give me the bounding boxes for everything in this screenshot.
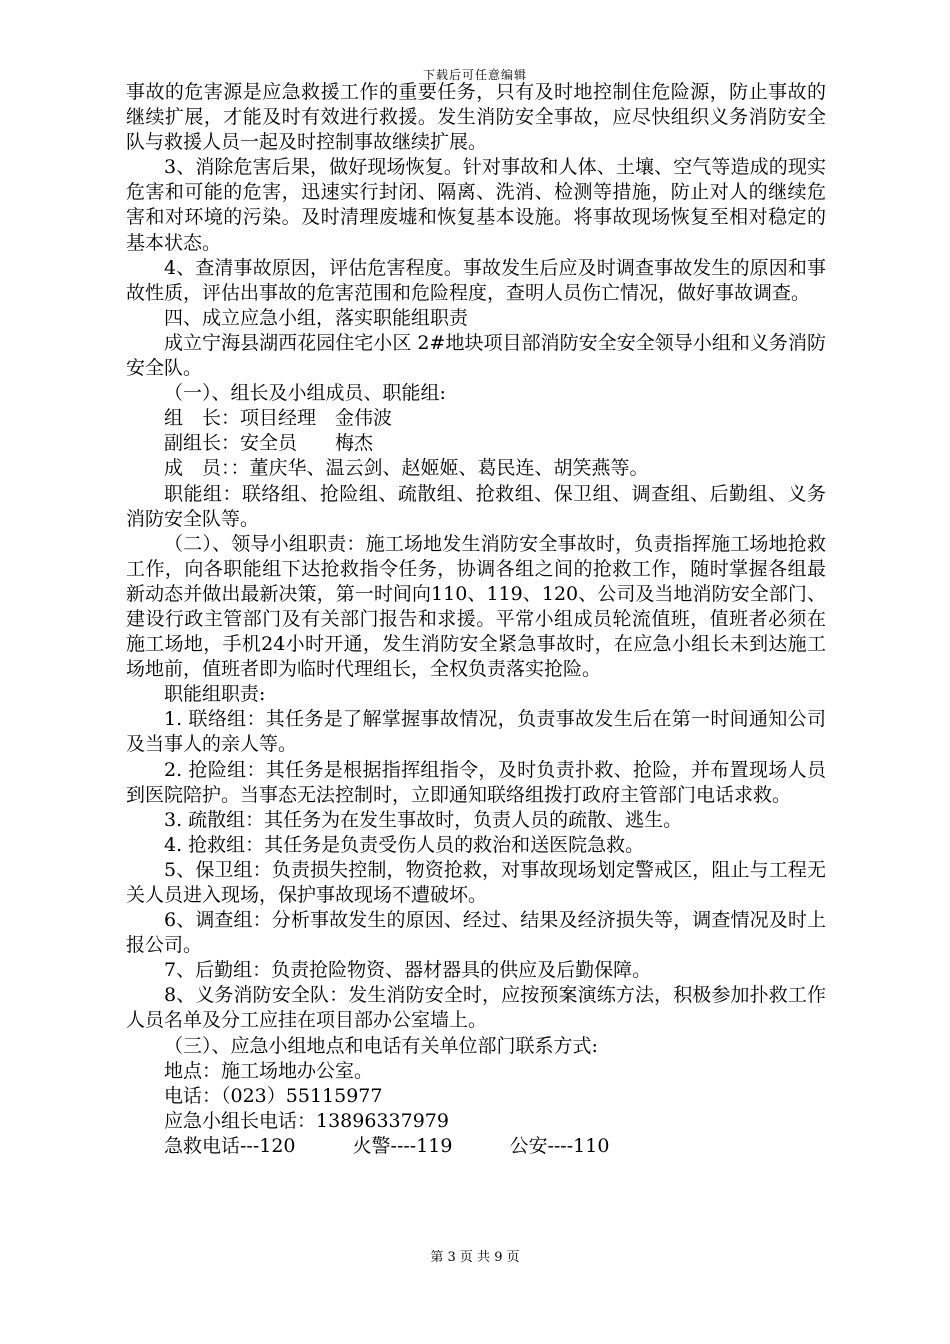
subsection-heading: （三）、应急小组地点和电话有关单位部门联系方式: (164, 1034, 598, 1057)
paragraph: 职能组职责: (164, 683, 266, 706)
contact-location: 地点：施工场地办公室。 (164, 1059, 374, 1082)
page-footer: 第 3 页 共 9 页 (430, 1250, 520, 1265)
contact-phone: 电话：（023）55115977 (164, 1084, 383, 1107)
emergency-numbers: 急救电话---120 火警----119 公安----110 (164, 1134, 610, 1157)
team-leader-line: 组 长：项目经理 金伟波 (164, 407, 393, 430)
list-item: 7、后勤组：负责抢险物资、器材器具的供应及后勤保障。 (164, 959, 652, 982)
deputy-leader-line: 副组长：安全员 梅杰 (164, 432, 374, 455)
list-item: 4. 抢救组：其任务是负责受伤人员的救治和送医院急救。 (164, 833, 645, 856)
list-item: 2. 抢险组：其任务是根据指挥组指令，及时负责扑救、抢险，并布置现场人员到医院陪护。当事态无法控制时，立即通知联络组拨打政府主管部门电话求救。 (126, 758, 826, 806)
page-header: 下载后可任意编辑 (422, 68, 527, 82)
contact-leader-phone: 应急小组长电话：13896337979 (164, 1109, 449, 1132)
groups-line: 职能组：联络组、抢险组、疏散组、抢救组、保卫组、调查组、后勤组、义务消防安全队等。 (126, 482, 826, 530)
document-body (126, 80, 826, 1159)
paragraph: （二）、领导小组职责：施工场地发生消防安全事故时，负责指挥施工场地抢救工作，向各职能组下达抢救指令任务，协调各组之间的抢救工作，随时掌握各组最新动态并做出最新决策，第一时间向110、119、120、公司及当地消防安全部门、建设行政主管部门及有关部门报告和求援。平常小组成员轮流值班，值班者必须在施工场地，手机24小时开通，发生消防安全紧急事故时，在应急小组长未到达施工场地前，值班者即为临时代理组长，全权负责落实抢险。 (126, 532, 826, 681)
list-item: 8、义务消防安全队：发生消防安全时，应按预案演练方法，积极参加扑救工作人员名单及分工应挂在项目部办公室墙上。 (126, 984, 826, 1032)
paragraph: 事故的危害源是应急救援工作的重要任务，只有及时地控制住危险源，防止事故的继续扩展，才能及时有效进行救援。发生消防安全事故，应尽快组织义务消防安全队与救援人员一起及时控制事故继续扩展。 (126, 81, 826, 154)
paragraph: 4、查清事故原因，评估危害程度。事故发生后应及时调查事故发生的原因和事故性质，评估出事故的危害范围和危险程度，查明人员伤亡情况，做好事故调查。 (126, 256, 826, 304)
list-item: 1. 联络组：其任务是了解掌握事故情况，负责事故发生后在第一时间通知公司及当事人的亲人等。 (126, 708, 826, 756)
list-item: 5、保卫组：负责损失控制，物资抢救，对事故现场划定警戒区，阻止与工程无关人员进入现场，保护事故现场不遭破坏。 (126, 858, 826, 906)
section-heading: 四、成立应急小组，落实职能组职责 (164, 306, 469, 329)
members-line: 成 员：：董庆华、温云剑、赵姬姬、葛民连、胡笑燕等。 (164, 457, 649, 480)
paragraph: 3、消除危害后果，做好现场恢复。针对事故和人体、土壤、空气等造成的现实危害和可能的危害，迅速实行封闭、隔离、洗消、检测等措施，防止对人的继续危害和对环境的污染。及时清理废墟和恢复基本设施。将事故现场恢复至相对稳定的基本状态。 (126, 156, 826, 254)
list-item: 6、调查组：分析事故发生的原因、经过、结果及经济损失等，调查情况及时上报公司。 (126, 909, 826, 957)
list-item: 3. 疏散组：其任务为在发生事故时，负责人员的疏散、逃生。 (164, 808, 683, 831)
paragraph: 成立宁海县湖西花园住宅小区 2#地块项目部消防安全安全领导小组和义务消防安全队。 (126, 331, 826, 380)
subsection-heading: （一）、组长及小组成员、职能组: (164, 382, 446, 405)
